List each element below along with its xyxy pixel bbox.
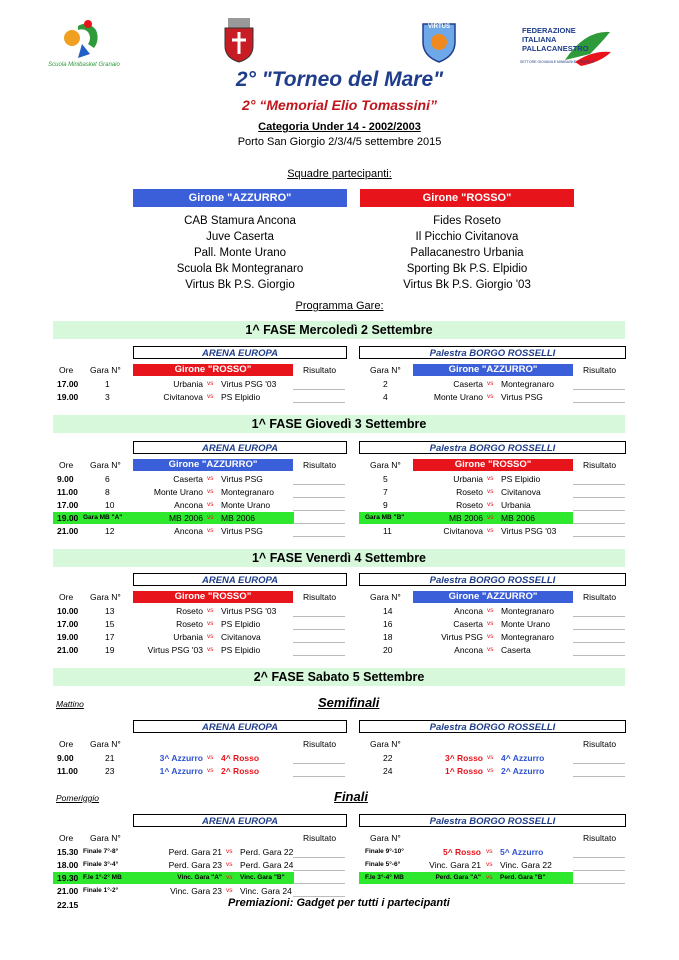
- match-time: 11.00: [57, 766, 78, 776]
- away-team: Virtus PSG '03: [221, 606, 277, 616]
- girone-header-right: Girone "AZZURRO": [413, 364, 573, 376]
- team-name: Sporting Bk P.S. Elpidio: [406, 263, 528, 275]
- home-team: Roseto: [456, 487, 483, 497]
- venue-palestra-borgo: Palestra BORGO ROSSELLI: [359, 573, 626, 586]
- home-team: Virtus PSG: [441, 632, 483, 642]
- risultato-header: Risultato: [583, 833, 617, 843]
- result-field: [293, 883, 345, 884]
- gara-header: Gara N°: [370, 460, 401, 470]
- away-team: Vinc. Gara 22: [500, 860, 552, 870]
- result-field: [573, 497, 625, 498]
- venue-arena-europa: ARENA EUROPA: [133, 346, 347, 359]
- vs-label: vs: [487, 527, 494, 534]
- match-number: 3: [105, 392, 110, 402]
- phase-bar: 1^ FASE Giovedì 3 Settembre: [53, 415, 625, 433]
- vs-label: vs: [207, 620, 214, 627]
- result-field: [573, 763, 625, 764]
- home-team: 5^ Rosso: [442, 847, 481, 857]
- gara-header: Gara N°: [90, 833, 121, 843]
- match-number: 18: [383, 632, 393, 642]
- fip-logo-subtext: SETTORE GIOVANILE MINIBASKET SCUOLA: [520, 60, 594, 64]
- away-team: Vinc. Gara 24: [240, 886, 292, 896]
- minibasket-logo-text: Scuola Minibasket Granaio: [48, 62, 120, 68]
- girone-header-left: Girone "ROSSO”: [133, 364, 293, 376]
- home-team: Urbania: [173, 632, 203, 642]
- result-field: [293, 629, 345, 630]
- away-team: Civitanova: [221, 632, 261, 642]
- vs-label: vs: [487, 607, 494, 614]
- match-number: 7: [383, 487, 388, 497]
- match-label: F.le 3°-4° MB: [365, 874, 404, 881]
- result-field: [293, 402, 345, 403]
- city-crest-logo: [222, 18, 256, 64]
- away-team: MB 2006: [501, 513, 536, 523]
- girone-header-left: Girone "AZZURRO": [133, 459, 293, 471]
- ore-header: Ore: [59, 739, 74, 749]
- home-team: Perd. Gara "A": [435, 874, 481, 881]
- away-team: 4^ Azzurro: [501, 753, 545, 763]
- team-name: Fides Roseto: [433, 215, 501, 227]
- result-field: [573, 883, 625, 884]
- vs-label: vs: [487, 633, 494, 640]
- home-team: Caserta: [453, 619, 483, 629]
- home-team: 3^ Rosso: [444, 753, 483, 763]
- team-name: Pallacanestro Urbania: [410, 247, 524, 259]
- vs-label: vs: [487, 620, 494, 627]
- girone-azzurro-header: Girone "AZZURRO": [133, 189, 347, 207]
- home-team: Roseto: [176, 606, 203, 616]
- gara-header: Gara N°: [90, 365, 121, 375]
- vs-label: vs: [487, 754, 494, 761]
- team-name: Virtus Bk P.S. Giorgio: [185, 279, 295, 291]
- match-time: 19.00: [57, 632, 79, 642]
- result-field: [293, 776, 345, 777]
- home-team: Perd. Gara 23: [168, 860, 222, 870]
- match-time: 9.00: [57, 753, 74, 763]
- result-field: [293, 510, 345, 511]
- home-team: Virtus PSG '03: [147, 645, 203, 655]
- venue-arena-europa: ARENA EUROPA: [133, 720, 347, 733]
- gara-header: Gara N°: [370, 365, 401, 375]
- home-team: Civitanova: [163, 392, 203, 402]
- team-name: Il Picchio Civitanova: [415, 231, 519, 243]
- semifinali-title: Semifinali: [318, 695, 380, 710]
- home-team: Ancona: [454, 606, 483, 616]
- match-time: 19.30: [57, 873, 79, 883]
- vs-label: vs: [207, 488, 214, 495]
- match-number: 6: [105, 474, 110, 484]
- vs-label: vs: [207, 393, 214, 400]
- match-number: 9: [383, 500, 388, 510]
- match-number: 19: [105, 645, 115, 655]
- risultato-header: Risultato: [303, 833, 337, 843]
- home-team: Roseto: [456, 500, 483, 510]
- match-time: 10.00: [57, 606, 79, 616]
- vs-label: vs: [487, 475, 494, 482]
- team-name: Scuola Bk Montegranaro: [176, 263, 304, 275]
- away-team: 2^ Rosso: [221, 766, 260, 776]
- match-number: 11: [383, 526, 392, 536]
- vs-label: vs: [207, 501, 214, 508]
- match-number: 4: [383, 392, 388, 402]
- home-team: Vinc. Gara "A": [177, 874, 222, 881]
- result-field: [573, 776, 625, 777]
- match-time: 18.00: [57, 860, 79, 870]
- match-number: 15: [105, 619, 115, 629]
- risultato-header: Risultato: [303, 365, 337, 375]
- risultato-header: Risultato: [583, 592, 617, 602]
- home-team: MB 2006: [448, 513, 483, 523]
- venue-arena-europa: ARENA EUROPA: [133, 573, 347, 586]
- azzurro-team-list: [125, 213, 355, 293]
- gara-header: Gara N°: [370, 592, 401, 602]
- away-team: Montegranaro: [221, 487, 274, 497]
- risultato-header: Risultato: [583, 365, 617, 375]
- vs-label: vs: [487, 514, 494, 521]
- home-team: Vinc. Gara 23: [170, 886, 222, 896]
- match-label: Finale 3°-4°: [83, 861, 119, 868]
- team-name: Juve Caserta: [206, 231, 274, 243]
- home-team: Urbania: [453, 474, 483, 484]
- match-time: 17.00: [57, 500, 79, 510]
- match-time: 9.00: [57, 474, 74, 484]
- result-field: [573, 484, 625, 485]
- match-number: 17: [105, 632, 115, 642]
- mattino-label: Mattino: [56, 699, 84, 709]
- match-number: 1: [105, 379, 110, 389]
- programma-heading: Programma Gare:: [295, 300, 384, 312]
- vs-label: vs: [207, 607, 214, 614]
- home-team: Civitanova: [443, 526, 483, 536]
- result-field: [293, 389, 345, 390]
- vs-label: vs: [207, 646, 214, 653]
- away-team: Perd. Gara 22: [240, 847, 294, 857]
- result-field: [573, 536, 625, 537]
- gara-header: Gara N°: [90, 739, 121, 749]
- phase-bar: 1^ FASE Venerdì 4 Settembre: [53, 549, 625, 567]
- page-subtitle: 2° “Memorial Elio Tomassini”: [242, 97, 437, 113]
- away-team: Virtus PSG: [221, 526, 263, 536]
- match-time: 17.00: [57, 379, 79, 389]
- venue-palestra-borgo: Palestra BORGO ROSSELLI: [359, 814, 626, 827]
- match-number: 21: [105, 753, 115, 763]
- result-field: [573, 389, 625, 390]
- away-team: Virtus PSG '03: [221, 379, 277, 389]
- venue-palestra-borgo: Palestra BORGO ROSSELLI: [359, 441, 626, 454]
- away-team: MB 2006: [221, 513, 256, 523]
- match-time: 21.00: [57, 886, 79, 896]
- match-number: 2: [383, 379, 388, 389]
- result-field: [573, 616, 625, 617]
- home-team: MB 2006: [168, 513, 203, 523]
- result-field: [573, 629, 625, 630]
- gara-header: Gara N°: [370, 739, 401, 749]
- girone-header-right: Girone "AZZURRO": [413, 591, 573, 603]
- match-time: 19.00: [57, 513, 79, 523]
- away-team: 5^ Azzurro: [500, 847, 544, 857]
- match-number: 8: [105, 487, 110, 497]
- match-time: 21.00: [57, 645, 79, 655]
- category-label: Categoria Under 14 - 2002/2003: [258, 121, 421, 133]
- vs-label: vs: [226, 861, 233, 868]
- result-field: [293, 523, 345, 524]
- vs-label: vs: [487, 501, 494, 508]
- vs-label: vs: [487, 393, 494, 400]
- match-label: F.le 1°-2° MB: [83, 874, 122, 881]
- home-team: Monte Urano: [153, 487, 203, 497]
- vs-label: vs: [207, 527, 214, 534]
- away-team: PS Elpidio: [221, 392, 261, 402]
- match-number: Gara MB "A": [83, 514, 123, 521]
- girone-header-right: Girone "ROSSO": [413, 459, 573, 471]
- team-name: Pall. Monte Urano: [193, 247, 287, 259]
- match-time: 21.00: [57, 526, 79, 536]
- result-field: [293, 857, 345, 858]
- vs-label: vs: [487, 380, 494, 387]
- match-time: 11.00: [57, 487, 78, 497]
- result-field: [293, 497, 345, 498]
- result-field: [293, 763, 345, 764]
- premiazioni-time: 22.15: [57, 900, 79, 910]
- match-number: 23: [105, 766, 115, 776]
- virtus-logo-text: VIRTUS: [427, 24, 450, 30]
- away-team: 4^ Rosso: [221, 753, 260, 763]
- match-number: 14: [383, 606, 393, 616]
- vs-label: vs: [207, 475, 214, 482]
- result-field: [293, 484, 345, 485]
- home-team: Roseto: [176, 619, 203, 629]
- home-team: Caserta: [453, 379, 483, 389]
- team-name: CAB Stamura Ancona: [184, 215, 296, 227]
- match-number: 5: [383, 474, 388, 484]
- match-time: 19.00: [57, 392, 79, 402]
- finali-title: Finali: [334, 789, 368, 804]
- away-team: Montegranaro: [501, 379, 554, 389]
- vs-label: vs: [207, 514, 214, 521]
- match-label: Finale 5°-6°: [365, 861, 401, 868]
- ore-header: Ore: [59, 460, 74, 470]
- vs-label: vs: [226, 848, 233, 855]
- vs-label: vs: [207, 767, 214, 774]
- match-number: 22: [383, 753, 393, 763]
- home-team: Vinc. Gara 21: [429, 860, 481, 870]
- gara-header: Gara N°: [90, 592, 121, 602]
- match-number: 12: [105, 526, 115, 536]
- result-field: [293, 616, 345, 617]
- away-team: Caserta: [501, 645, 531, 655]
- result-field: [293, 536, 345, 537]
- match-time: 15.30: [57, 847, 79, 857]
- away-team: PS Elpidio: [501, 474, 541, 484]
- home-team: Monte Urano: [433, 392, 483, 402]
- premiazioni-text: Premiazioni: Gadget per tutti i partecipanti: [228, 897, 450, 909]
- phase-bar: 2^ FASE Sabato 5 Settembre: [53, 668, 625, 686]
- venue-arena-europa: ARENA EUROPA: [133, 441, 347, 454]
- vs-label: vs: [487, 488, 494, 495]
- home-team: Urbania: [173, 379, 203, 389]
- away-team: Perd. Gara "B": [500, 874, 546, 881]
- gara-header: Gara N°: [90, 460, 121, 470]
- result-field: [573, 655, 625, 656]
- away-team: Monte Urano: [221, 500, 271, 510]
- team-name: Virtus Bk P.S. Giorgio '03: [403, 279, 531, 291]
- home-team: 3^ Azzurro: [159, 753, 203, 763]
- match-number: 20: [383, 645, 393, 655]
- pomeriggio-label: Pomeriggio: [56, 793, 99, 803]
- away-team: Monte Urano: [501, 619, 551, 629]
- phase-bar: 1^ FASE Mercoledì 2 Settembre: [53, 321, 625, 339]
- match-label: Finale 9°-10°: [365, 848, 404, 855]
- girone-rosso-header: Girone "ROSSO": [360, 189, 574, 207]
- away-team: Civitanova: [501, 487, 541, 497]
- risultato-header: Risultato: [303, 592, 337, 602]
- venue-arena-europa: ARENA EUROPA: [133, 814, 347, 827]
- fip-logo-text: FEDERAZIONE ITALIANA PALLACANESTRO: [522, 26, 589, 53]
- vs-label: vs: [487, 767, 494, 774]
- away-team: Virtus PSG: [221, 474, 263, 484]
- away-team: Montegranaro: [501, 606, 554, 616]
- match-number: 10: [105, 500, 115, 510]
- home-team: 1^ Azzurro: [159, 766, 203, 776]
- vs-label: vs: [207, 380, 214, 387]
- result-field: [573, 642, 625, 643]
- ore-header: Ore: [59, 365, 74, 375]
- away-team: PS Elpidio: [221, 619, 261, 629]
- vs-label: vs: [487, 646, 494, 653]
- away-team: Urbania: [501, 500, 531, 510]
- result-field: [293, 642, 345, 643]
- risultato-header: Risultato: [303, 739, 337, 749]
- away-team: 2^ Azzurro: [501, 766, 545, 776]
- result-field: [573, 870, 625, 871]
- result-field: [293, 655, 345, 656]
- venue-palestra-borgo: Palestra BORGO ROSSELLI: [359, 346, 626, 359]
- ore-header: Ore: [59, 833, 74, 843]
- home-team: Caserta: [173, 474, 203, 484]
- gara-header: Gara N°: [370, 833, 401, 843]
- vs-label: vs: [226, 887, 233, 894]
- participants-heading: Squadre partecipanti:: [287, 168, 392, 180]
- girone-header-left: Girone "ROSSO”: [133, 591, 293, 603]
- result-field: [293, 870, 345, 871]
- vs-label: vs: [226, 874, 233, 881]
- away-team: Perd. Gara 24: [240, 860, 294, 870]
- home-team: 1^ Rosso: [444, 766, 483, 776]
- rosso-team-list: [352, 213, 582, 293]
- vs-label: vs: [486, 848, 493, 855]
- match-number: 13: [105, 606, 115, 616]
- risultato-header: Risultato: [583, 739, 617, 749]
- risultato-header: Risultato: [583, 460, 617, 470]
- vs-label: vs: [486, 874, 493, 881]
- result-field: [573, 510, 625, 511]
- home-team: Ancona: [174, 500, 203, 510]
- away-team: Virtus PSG '03: [501, 526, 557, 536]
- match-number: 24: [383, 766, 393, 776]
- match-label: Finale 1°-2°: [83, 887, 119, 894]
- vs-label: vs: [207, 633, 214, 640]
- away-team: PS Elpidio: [221, 645, 261, 655]
- away-team: Montegranaro: [501, 632, 554, 642]
- match-label: Finale 7°-8°: [83, 848, 119, 855]
- away-team: Vinc. Gara "B": [240, 874, 285, 881]
- venue-palestra-borgo: Palestra BORGO ROSSELLI: [359, 720, 626, 733]
- home-team: Perd. Gara 21: [168, 847, 222, 857]
- match-number: 16: [383, 619, 393, 629]
- ore-header: Ore: [59, 592, 74, 602]
- vs-label: vs: [486, 861, 493, 868]
- match-time: 17.00: [57, 619, 79, 629]
- result-field: [573, 523, 625, 524]
- place-dates: Porto San Giorgio 2/3/4/5 settembre 2015: [237, 136, 442, 148]
- page-title: 2° "Torneo del Mare": [235, 68, 444, 91]
- risultato-header: Risultato: [303, 460, 337, 470]
- home-team: Ancona: [174, 526, 203, 536]
- result-field: [573, 857, 625, 858]
- home-team: Ancona: [454, 645, 483, 655]
- away-team: Virtus PSG: [501, 392, 543, 402]
- result-field: [573, 402, 625, 403]
- match-number: Gara MB "B": [365, 514, 405, 521]
- vs-label: vs: [207, 754, 214, 761]
